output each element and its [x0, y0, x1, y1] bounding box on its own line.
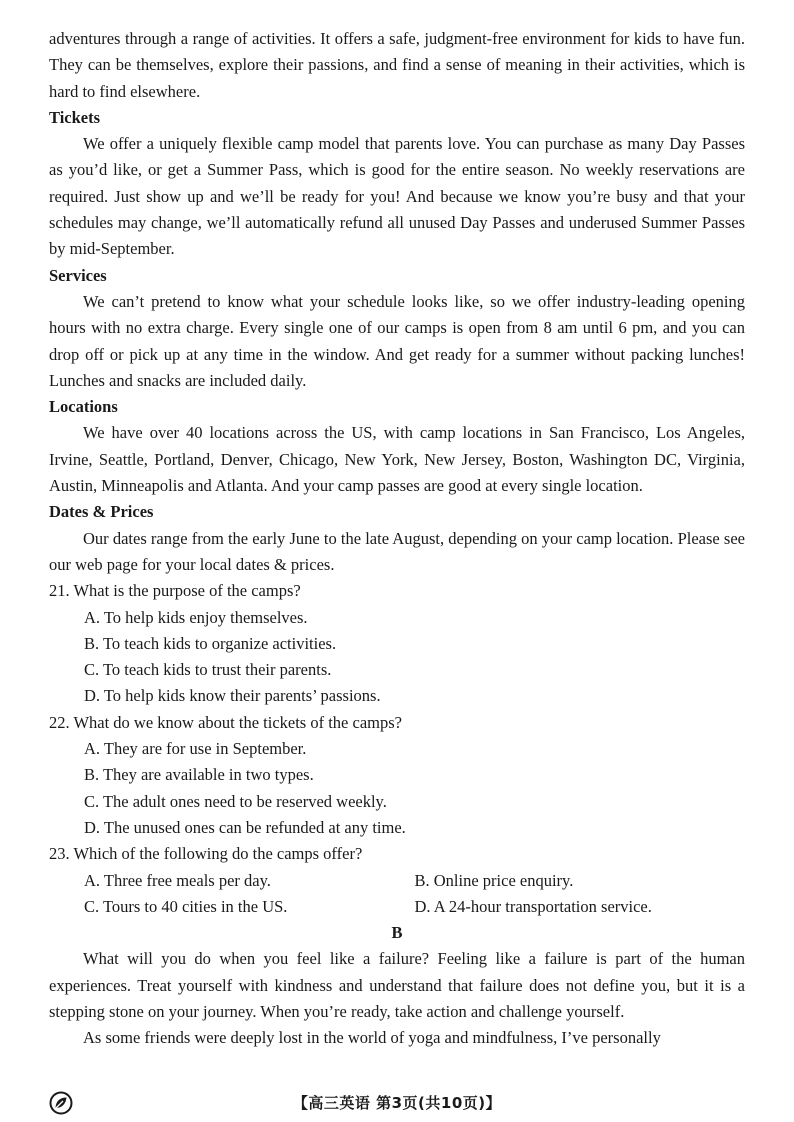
question-21-option-c: C. To teach kids to trust their parents.: [84, 660, 332, 680]
question-23-options-row-2: [84, 894, 745, 920]
question-22-option-d: D. The unused ones can be refunded at any time.: [84, 817, 406, 837]
question-23-option-c: C. Tours to 40 cities in the US.: [84, 896, 288, 916]
section-text-tickets: We offer a uniquely flexible camp model that parents love. You can purchase as many Day Passes as you’d like, or get a Summer Pass, which is good for the entire season. No weekly reservations are required. Just show up and we’ll be ready for you! And because we know you’re busy and that your schedules may change, we’ll automatically refund all unused Day Passes and underused Summer Passes by mid-September.: [49, 134, 745, 259]
question-23-option-d: D. A 24-hour transportation service.: [414, 896, 652, 916]
section-heading-locations: Locations: [49, 397, 118, 417]
question-23-stem: 23. Which of the following do the camps offer?: [49, 844, 363, 864]
question-23-option-b: B. Online price enquiry.: [414, 870, 574, 890]
question-21-option-d: D. To help kids know their parents’ passions.: [84, 686, 381, 706]
passage-b-paragraph-2: As some friends were deeply lost in the world of yoga and mindfulness, I’ve personally: [83, 1028, 661, 1048]
page-footer: [0, 1088, 794, 1118]
section-heading-tickets: Tickets: [49, 107, 101, 127]
question-22-option-b: B. They are available in two types.: [84, 765, 314, 785]
section-heading-services: Services: [49, 265, 107, 285]
section-text-services: We can’t pretend to know what your schedule looks like, so we offer industry-leading opening hours with no extra charge. Every single one of our camps is open from 8 am until 6 pm, and you can drop off or pick up at any time in the window. And get ready for a summer without packing lunches! Lunches and snacks are included daily.: [49, 291, 745, 390]
page-number-label: 【高三英语 第3页(共10页)】: [292, 1094, 502, 1112]
question-21-option-b: B. To teach kids to organize activities.: [84, 633, 337, 653]
question-22-option-c: C. The adult ones need to be reserved weekly.: [84, 791, 387, 811]
passage-b-paragraph-1: What will you do when you feel like a failure? Feeling like a failure is part of the human experiences. Treat yourself with kindness and understand that failure does not define you, but it is a stepping stone on your journey. When you’re ready, take action and challenge yourself.: [49, 949, 745, 1021]
question-23-option-a: A. Three free meals per day.: [84, 870, 271, 890]
section-text-dates-prices: Our dates range from the early June to the late August, depending on your camp location. Please see our web page for your local dates & prices.: [49, 528, 745, 574]
question-23-options-row-1: [84, 868, 745, 894]
section-text-locations: We have over 40 locations across the US, with camp locations in San Francisco, Los Angeles, Irvine, Seattle, Portland, Denver, Chicago, New York, New Jersey, Boston, Washington DC, Virginia, Austin, Minneapolis and Atlanta. And your camp passes are good at every single location.: [49, 423, 745, 496]
question-21-stem: 21. What is the purpose of the camps?: [49, 581, 301, 601]
passage-b-letter: B: [391, 923, 403, 943]
question-22-stem: 22. What do we know about the tickets of the camps?: [49, 712, 402, 732]
section-heading-dates-prices: Dates & Prices: [49, 502, 154, 522]
question-22-option-a: A. They are for use in September.: [84, 739, 307, 759]
intro-paragraph: adventures through a range of activities. It offers a safe, judgment-free environment for kids to have fun. They can be themselves, explore their passions, and find a sense of meaning in their activities, which is hard to find elsewhere.: [49, 29, 745, 101]
document-page: [49, 26, 745, 1052]
question-21-option-a: A. To help kids enjoy themselves.: [84, 607, 308, 627]
